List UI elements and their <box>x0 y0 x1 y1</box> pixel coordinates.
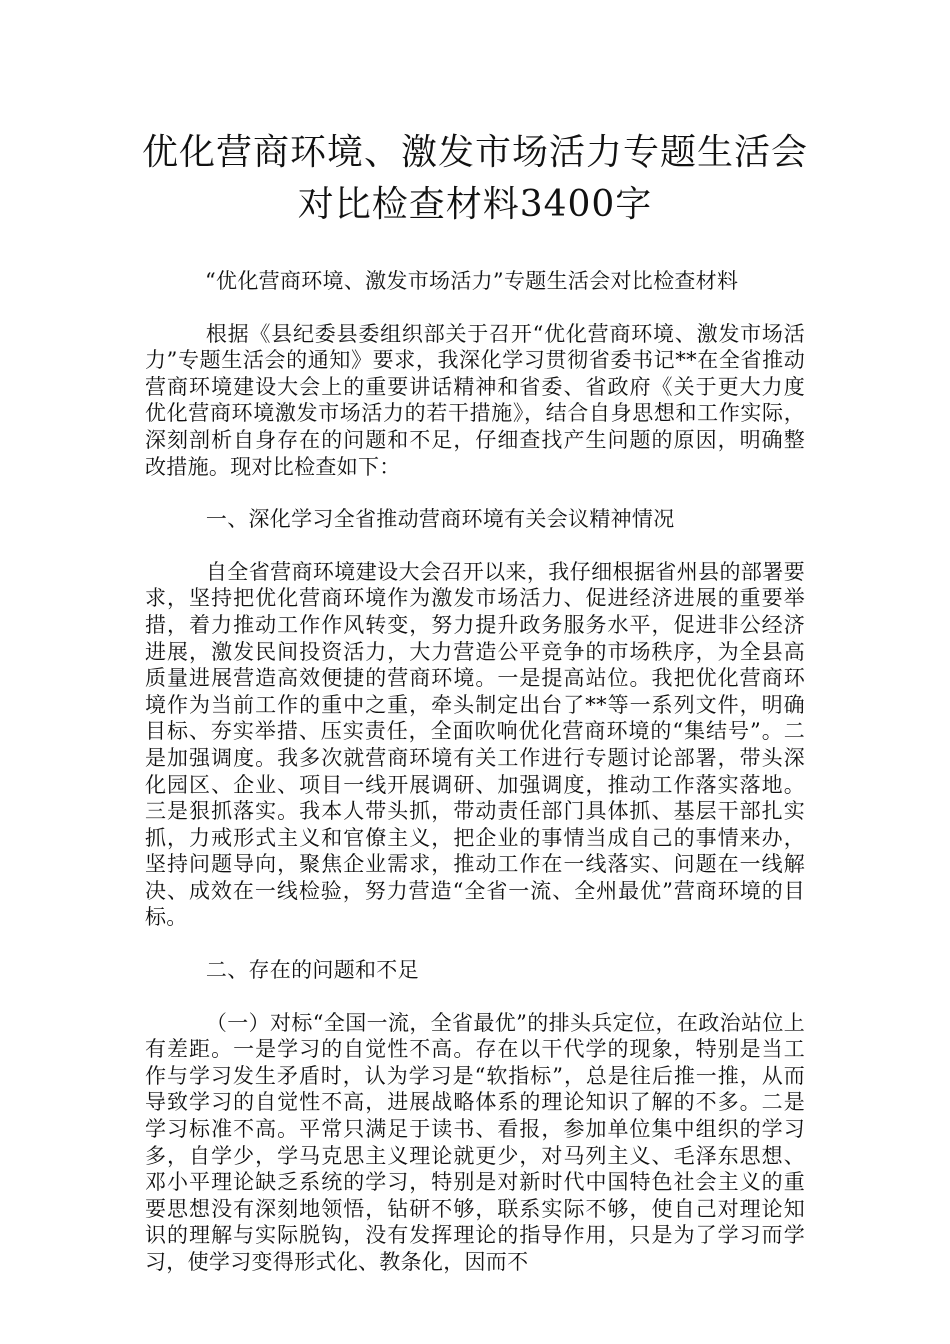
document-title <box>100 127 850 231</box>
document-body <box>145 268 805 1302</box>
section-heading-1: 一、深化学习全省推动营商环境有关会议精神情况 <box>205 507 675 532</box>
section-1-paragraph: 自全省营商环境建设大会召开以来，我仔细根据省州县的部署要求，坚持把优化营商环境作为激发市场活力、促进经济进展的重要举措，着力推动工作作风转变，努力提升政务服务水平，促进非公经济进展，激发民间投资活力，大力营造公平竞争的市场秩序，为全县高质量进展营造高效便捷的营商环境。一是提高站位。我把优化营商环境作为当前工作的重中之重，牵头制定出台了**等一系列文件，明确目标、夯实举措、压实责任，全面吹响优化营商环境的“集结号”。二是加强调度。我多次就营商环境有关工作进行专题讨论部署，带头深化园区、企业、项目一线开展调研、加强调度，推动工作落实落地。三是狠抓落实。我本人带头抓，带动责任部门具体抓、基层干部扎实抓，力戒形式主义和官僚主义，把企业的事情当成自己的事情来办，坚持问题导向，聚焦企业需求，推动工作在一线落实、问题在一线解决、成效在一线检验，努力营造“全省一流、全州最优”营商环境的目标。 <box>145 559 805 930</box>
intro-paragraph: 根据《县纪委县委组织部关于召开“优化营商环境、激发市场活力”专题生活会的通知》要求，我深化学习贯彻省委书记**在全省推动营商环境建设大会上的重要讲话精神和省委、省政府《关于更大力度优化营商环境激发市场活力的若干措施》，结合自身思想和工作实际，深刻剖析自身存在的问题和不足，仔细查找产生问题的原因，明确整改措施。现对比检查如下： <box>145 321 805 479</box>
document-title-line-2: 对比检查材料3400字 <box>297 184 653 225</box>
section-heading-2: 二、存在的问题和不足 <box>205 958 419 983</box>
section-2-paragraph: （一）对标“全国一流，全省最优”的排头兵定位，在政治站位上有差距。一是学习的自觉性不高。存在以干代学的现象，特别是当工作与学习发生矛盾时，认为学习是“软指标”，总是往后推一推，从而导致学习的自觉性不高，进展战略体系的理论知识了解的不多。二是学习标准不高。平常只满足于读书、看报，参加单位集中组织的学习多，自学少，学马克思主义理论就更少，对马列主义、毛泽东思想、邓小平理论缺乏系统的学习，特别是对新时代中国特色社会主义的重要思想没有深刻地领悟，钻研不够，联系实际不够，使自己对理论知识的理解与实际脱钩，没有发挥理论的指导作用，只是为了学习而学习，使学习变得形式化、教条化，因而不 <box>145 1010 805 1274</box>
document-subtitle: “优化营商环境、激发市场活力”专题生活会对比检查材料 <box>205 269 739 293</box>
document-title-line-1: 优化营商环境、激发市场活力专题生活会 <box>141 132 808 173</box>
